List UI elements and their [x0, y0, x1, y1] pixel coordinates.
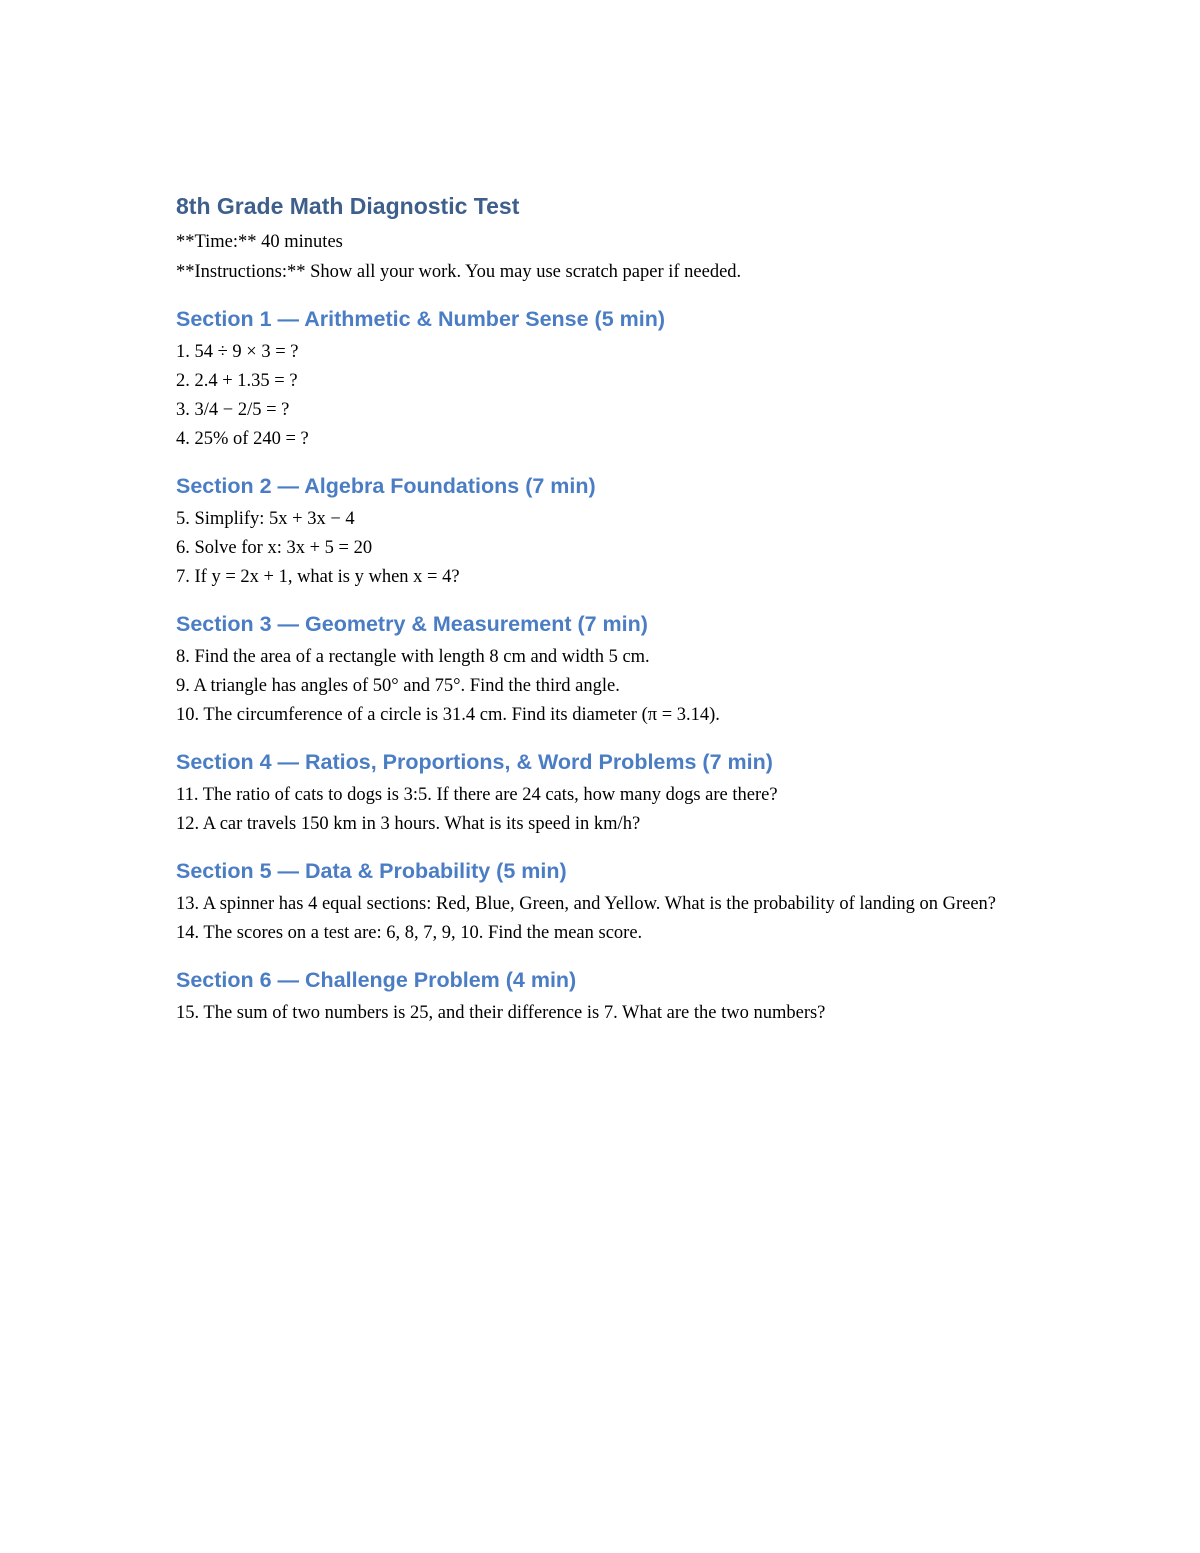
section-6	[176, 965, 1036, 1028]
question-2: 2. 2.4 + 1.35 = ?	[176, 371, 298, 391]
question-13: 13. A spinner has 4 equal sections: Red, Blue, Green, and Yellow. What is the probability of landing on Green?	[176, 894, 997, 914]
document-page	[176, 190, 1036, 1028]
question-3: 3. 3/4 − 2/5 = ?	[176, 400, 290, 420]
question-12: 12. A car travels 150 km in 3 hours. What is its speed in km/h?	[176, 814, 641, 834]
instructions-line: **Instructions:** Show all your work. You may use scratch paper if needed.	[176, 261, 742, 282]
section-4	[176, 747, 1036, 839]
section-heading: Section 2 — Algebra Foundations (7 min)	[176, 474, 596, 498]
section-heading: Section 5 — Data & Probability (5 min)	[176, 859, 567, 883]
section-heading: Section 4 — Ratios, Proportions, & Word Problems (7 min)	[176, 750, 773, 774]
section-1	[176, 304, 1036, 454]
question-1: 1. 54 ÷ 9 × 3 = ?	[176, 342, 299, 362]
section-5	[176, 856, 1036, 948]
question-7: 7. If y = 2x + 1, what is y when x = 4?	[176, 567, 460, 587]
document-title: 8th Grade Math Diagnostic Test	[176, 193, 520, 219]
question-14: 14. The scores on a test are: 6, 8, 7, 9, 10. Find the mean score.	[176, 923, 643, 943]
section-3	[176, 609, 1036, 730]
question-15: 15. The sum of two numbers is 25, and their difference is 7. What are the two numbers?	[176, 1003, 826, 1023]
section-2	[176, 471, 1036, 592]
question-11: 11. The ratio of cats to dogs is 3:5. If there are 24 cats, how many dogs are there?	[176, 785, 778, 805]
time-line: **Time:** 40 minutes	[176, 232, 343, 252]
section-heading: Section 3 — Geometry & Measurement (7 min)	[176, 612, 648, 636]
section-heading: Section 1 — Arithmetic & Number Sense (5 min)	[176, 307, 666, 331]
question-9: 9. A triangle has angles of 50° and 75°. Find the third angle.	[176, 676, 620, 696]
question-5: 5. Simplify: 5x + 3x − 4	[176, 509, 355, 529]
section-heading: Section 6 — Challenge Problem (4 min)	[176, 968, 577, 992]
question-10: 10. The circumference of a circle is 31.4 cm. Find its diameter (π = 3.14).	[176, 705, 720, 725]
question-8: 8. Find the area of a rectangle with length 8 cm and width 5 cm.	[176, 647, 650, 667]
question-4: 4. 25% of 240 = ?	[176, 429, 309, 449]
question-6: 6. Solve for x: 3x + 5 = 20	[176, 538, 373, 558]
